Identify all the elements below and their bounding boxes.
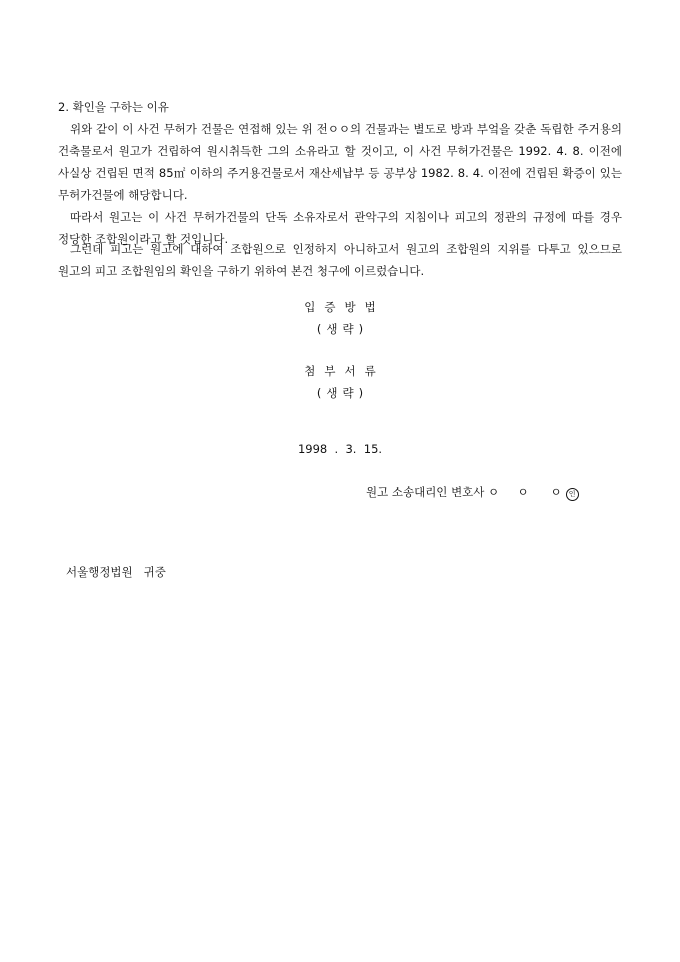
evidence-title-text: 입증방법 — [304, 300, 385, 314]
signature-text: 원고 소송대리인 변호사 ㅇ ㅇ ㅇ — [366, 485, 562, 499]
attachments-section-note — [0, 382, 680, 404]
attachments-title-text: 첨부서류 — [304, 364, 385, 378]
recipient-court: 서울행정법원 귀중 — [66, 565, 166, 579]
reason-paragraph-2: 따라서 원고는 이 사건 무허가건물의 단독 소유자로서 관악구의 지침이나 피고의 정관의 규정에 따를 경우 정당한 조합원이라고 할 것입니다. — [58, 210, 622, 246]
attachments-note-text: (생략) — [316, 386, 369, 400]
signature-line — [366, 481, 579, 503]
reason-paragraph-1: 위와 같이 이 사건 무허가 건물은 연접해 있는 위 전ㅇㅇ의 건물과는 별도로 방과 부엌을 갖춘 독립한 주거용의 건축물로서 원고가 건립하여 원시취득한 그의 소유라고 할 것이고, 이 사건 무허가건물은 1992. 4. 8. 이전에 사실상 건립된 면적 85㎡ 이하의 주거용건물로서 재산세납부 등 공부상 1982. 8. 4. 이전에 건립된 확증이 있는 무허가건물에 해당합니다. — [58, 122, 622, 202]
document-date: 1998 . 3. 15. — [297, 442, 383, 456]
seal-icon: 인 — [566, 488, 579, 501]
evidence-note-text: (생략) — [316, 322, 369, 336]
evidence-section-title — [0, 296, 680, 318]
attachments-section-title — [0, 360, 680, 382]
reason-paragraph-3: 그런데 피고는 원고에 대하여 조합원으로 인정하지 아니하고서 원고의 조합원의 지위를 다투고 있으므로 원고의 피고 조합원임의 확인을 구하기 위하여 본건 청구에 이르렀습니다. — [58, 242, 622, 278]
evidence-section-note — [0, 318, 680, 340]
section-heading: 2. 확인을 구하는 이유 — [58, 100, 169, 114]
